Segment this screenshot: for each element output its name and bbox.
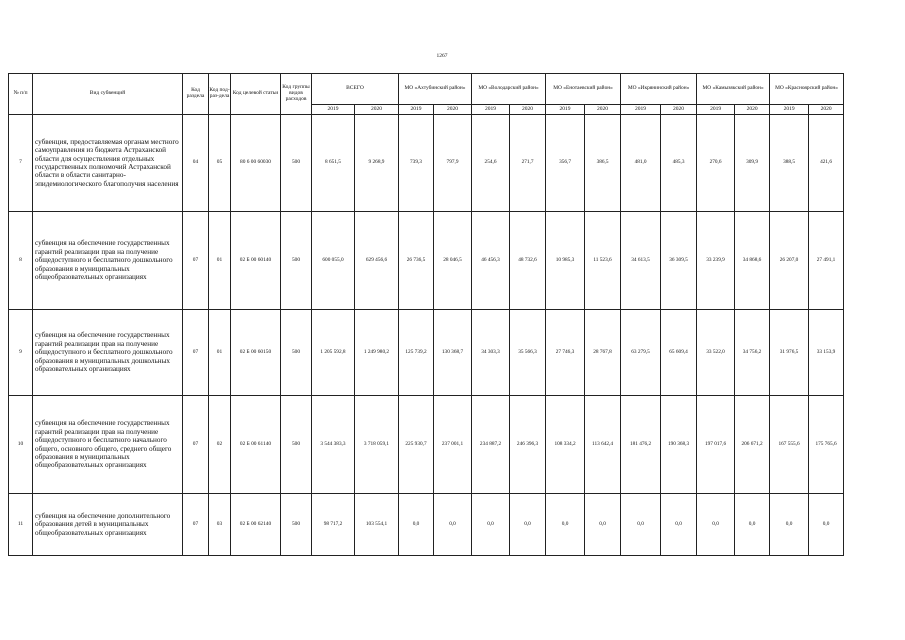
row-number: 9 (9, 310, 33, 396)
year-header: 2020 (355, 105, 399, 115)
value-cell: 3 544 383,3 (312, 396, 355, 494)
value-cell: 356,7 (546, 115, 585, 212)
row-group: 500 (281, 212, 312, 310)
value-cell: 65 609,4 (661, 310, 697, 396)
value-cell: 63 279,5 (621, 310, 661, 396)
value-cell: 270,6 (697, 115, 735, 212)
value-cell: 197 017,6 (697, 396, 735, 494)
year-header: 2020 (809, 105, 844, 115)
row-number: 11 (9, 494, 33, 556)
header-podrazdel: Код под-раз-дела (209, 74, 231, 115)
header-mo-krasnoyarsky: МО «Красноярский район» (770, 74, 844, 105)
row-podrazdel: 01 (209, 310, 231, 396)
value-cell: 225 930,7 (399, 396, 434, 494)
value-cell: 35 566,3 (510, 310, 546, 396)
value-cell: 113 642,4 (585, 396, 621, 494)
row-description: субвенция на обеспечение государственных гарантий реализации прав на получение общедоступного и бесплатного дошкольного образования в муниципальных общеобразовательных организациях (33, 212, 183, 310)
table-row (9, 310, 844, 396)
row-target: 02 Б 00 60140 (231, 212, 281, 310)
value-cell: 739,3 (399, 115, 434, 212)
value-cell: 0,0 (434, 494, 472, 556)
row-number: 8 (9, 212, 33, 310)
row-target: 02 Б 00 62140 (231, 494, 281, 556)
value-cell: 0,0 (661, 494, 697, 556)
value-cell: 0,0 (770, 494, 809, 556)
table-row (9, 494, 844, 556)
header-mo-akhtubinsky: МО «Ахтубинский район» (399, 74, 472, 105)
row-razdel: 07 (183, 396, 209, 494)
year-header: 2019 (312, 105, 355, 115)
value-cell: 28 046,5 (434, 212, 472, 310)
table-row (9, 212, 844, 310)
page-number: 1267 (436, 53, 448, 59)
value-cell: 206 671,2 (735, 396, 770, 494)
value-cell: 130 368,7 (434, 310, 472, 396)
value-cell: 309,9 (735, 115, 770, 212)
value-cell: 0,0 (809, 494, 844, 556)
year-header: 2020 (735, 105, 770, 115)
value-cell: 33 239,9 (697, 212, 735, 310)
row-target: 02 Б 00 61140 (231, 396, 281, 494)
value-cell: 34 868,6 (735, 212, 770, 310)
row-podrazdel: 01 (209, 212, 231, 310)
value-cell: 0,0 (735, 494, 770, 556)
value-cell: 0,0 (697, 494, 735, 556)
row-group: 500 (281, 115, 312, 212)
year-header: 2019 (621, 105, 661, 115)
year-header: 2020 (585, 105, 621, 115)
value-cell: 190 368,3 (661, 396, 697, 494)
value-cell: 797,9 (434, 115, 472, 212)
row-number: 7 (9, 115, 33, 212)
value-cell: 254,6 (472, 115, 510, 212)
value-cell: 0,0 (510, 494, 546, 556)
value-cell: 36 309,5 (661, 212, 697, 310)
value-cell: 103 554,1 (355, 494, 399, 556)
header-mo-ikryaninsky: МО «Икрянинский район» (621, 74, 697, 105)
year-header: 2019 (697, 105, 735, 115)
table-row (9, 396, 844, 494)
value-cell: 125 739,2 (399, 310, 434, 396)
value-cell: 600 055,0 (312, 212, 355, 310)
row-description: субвенция на обеспечение государственных гарантий реализации прав на получение общедоступного и бесплатного начального общего, основного общего, среднего общего образования в муниципальных общеобразовательных организациях (33, 396, 183, 494)
row-razdel: 04 (183, 115, 209, 212)
header-total: ВСЕГО (312, 74, 399, 105)
value-cell: 0,0 (585, 494, 621, 556)
row-number: 10 (9, 396, 33, 494)
value-cell: 167 555,6 (770, 396, 809, 494)
value-cell: 28 767,8 (585, 310, 621, 396)
value-cell: 108 334,2 (546, 396, 585, 494)
value-cell: 48 732,6 (510, 212, 546, 310)
value-cell: 3 718 059,1 (355, 396, 399, 494)
value-cell: 8 651,5 (312, 115, 355, 212)
table-row (9, 115, 844, 212)
value-cell: 421,6 (809, 115, 844, 212)
row-description: субвенция на обеспечение дополнительного образования детей в муниципальных общеобразовательных организациях (33, 494, 183, 556)
value-cell: 181 476,2 (621, 396, 661, 494)
value-cell: 237 001,1 (434, 396, 472, 494)
row-podrazdel: 03 (209, 494, 231, 556)
value-cell: 26 736,5 (399, 212, 434, 310)
year-header: 2019 (770, 105, 809, 115)
row-group: 500 (281, 396, 312, 494)
value-cell: 34 756,2 (735, 310, 770, 396)
row-razdel: 07 (183, 494, 209, 556)
header-kind: Вид субвенций (33, 74, 183, 115)
value-cell: 10 985,3 (546, 212, 585, 310)
value-cell: 31 976,5 (770, 310, 809, 396)
header-mo-kamyzyaksky: МО «Камызякский район» (697, 74, 770, 105)
value-cell: 1 249 980,2 (355, 310, 399, 396)
year-header: 2019 (546, 105, 585, 115)
value-cell: 629 456,6 (355, 212, 399, 310)
value-cell: 0,0 (621, 494, 661, 556)
row-group: 500 (281, 310, 312, 396)
row-target: 02 Б 00 60150 (231, 310, 281, 396)
value-cell: 34 613,5 (621, 212, 661, 310)
value-cell: 33 153,9 (809, 310, 844, 396)
year-header: 2020 (510, 105, 546, 115)
value-cell: 46 456,3 (472, 212, 510, 310)
row-target: 80 6 00 60030 (231, 115, 281, 212)
row-description: субвенция, предоставляемая органам местного самоуправления из бюджета Астраханской области для осуществления отдельных государственных полномочий Астраханской области в области санитарно-эпидемиологического благополучия населения (33, 115, 183, 212)
row-razdel: 07 (183, 212, 209, 310)
value-cell: 1 205 592,8 (312, 310, 355, 396)
header-num: № п/п (9, 74, 33, 115)
header-group: Код группы видов расходов (281, 74, 312, 115)
year-header: 2019 (399, 105, 434, 115)
row-podrazdel: 02 (209, 396, 231, 494)
value-cell: 27 746,3 (546, 310, 585, 396)
value-cell: 246 396,3 (510, 396, 546, 494)
value-cell: 271,7 (510, 115, 546, 212)
year-header: 2020 (434, 105, 472, 115)
value-cell: 33 522,0 (697, 310, 735, 396)
year-header: 2020 (661, 105, 697, 115)
value-cell: 9 268,9 (355, 115, 399, 212)
value-cell: 388,5 (770, 115, 809, 212)
value-cell: 0,0 (472, 494, 510, 556)
year-header: 2019 (472, 105, 510, 115)
value-cell: 481,0 (621, 115, 661, 212)
row-podrazdel: 05 (209, 115, 231, 212)
subvention-table (8, 73, 844, 556)
value-cell: 485,3 (661, 115, 697, 212)
header-mo-enotaevsky: МО «Енотаевский район» (546, 74, 621, 105)
row-group: 500 (281, 494, 312, 556)
row-razdel: 07 (183, 310, 209, 396)
value-cell: 234 887,2 (472, 396, 510, 494)
value-cell: 27 491,1 (809, 212, 844, 310)
value-cell: 11 523,6 (585, 212, 621, 310)
header-razdel: Код раздела (183, 74, 209, 115)
value-cell: 175 765,6 (809, 396, 844, 494)
header-mo-volodarsky: МО «Володарский район» (472, 74, 546, 105)
value-cell: 26 207,0 (770, 212, 809, 310)
value-cell: 0,0 (546, 494, 585, 556)
value-cell: 98 717,2 (312, 494, 355, 556)
row-description: субвенция на обеспечение государственных гарантий реализации прав на получение общедоступного и бесплатного дошкольного образования в муниципальных дошкольных образовательных организациях (33, 310, 183, 396)
value-cell: 34 303,3 (472, 310, 510, 396)
header-target: Код целевой статьи (231, 74, 281, 115)
value-cell: 0,0 (399, 494, 434, 556)
value-cell: 386,5 (585, 115, 621, 212)
